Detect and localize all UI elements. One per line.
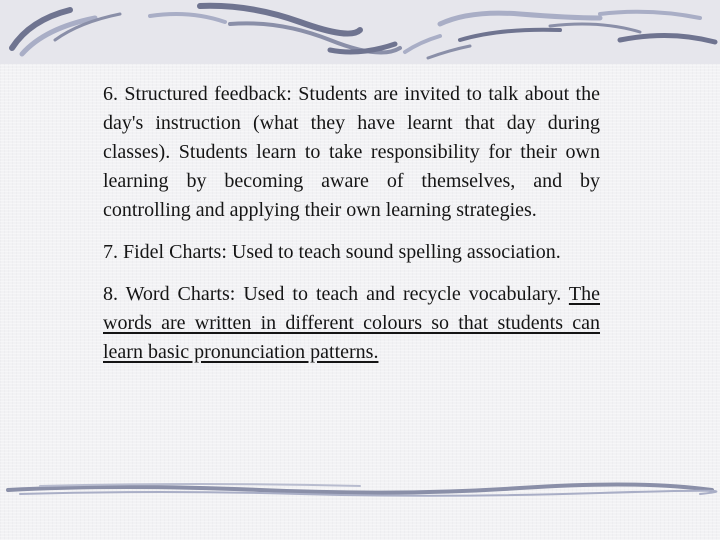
item-word-charts-intro: 8. Word Charts: Used to teach and recycle vocabulary. [103,283,569,305]
swoosh-pattern-graphic [0,0,720,64]
item-word-charts [103,280,600,367]
item-word-charts-underlined-note: The words are written in different colours so that students can learn basic pronunciation patterns. [103,283,600,363]
item-structured-feedback: 6. Structured feedback: Students are invited to talk about the day's instruction (what they have learnt that day during classes). Students learn to take responsibility for their own learning by becoming aware of themselves, and by controlling and applying their own learning strategies. [103,83,600,221]
item-fidel-charts: 7. Fidel Charts: Used to teach sound spelling association. [103,241,561,263]
decorative-bottom-rule [0,478,720,500]
slide-text-body [103,80,600,380]
decorative-header-banner [0,0,720,64]
